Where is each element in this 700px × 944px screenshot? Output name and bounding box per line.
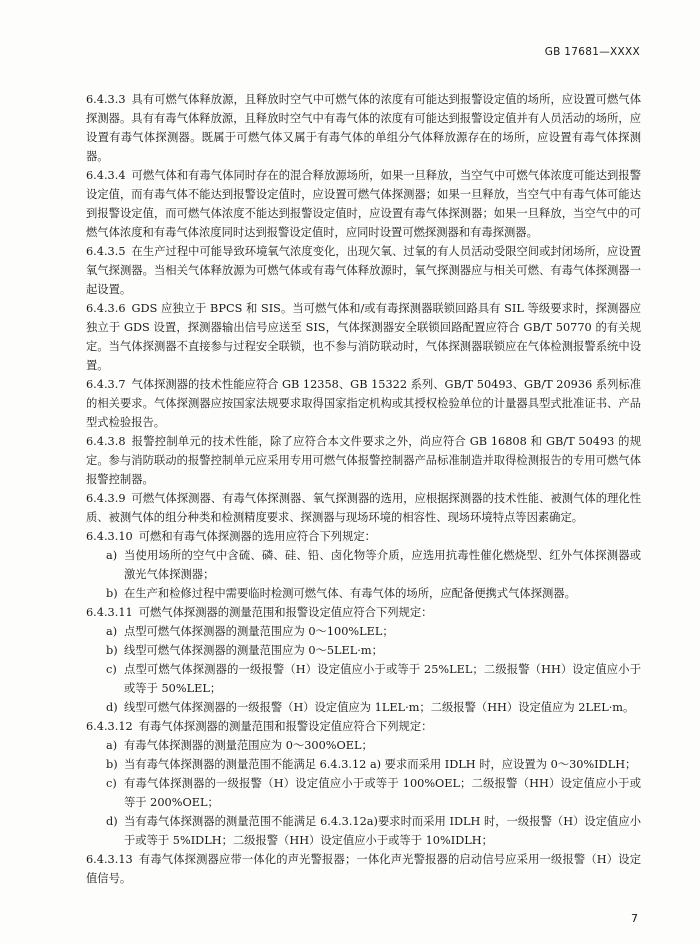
list-item-text: 当使用场所的空气中含硫、磷、硅、铅、卤化物等介质，应选用抗毒性催化燃烧型、红外气体探测器或激光气体探测器； (124, 549, 641, 581)
clause-paragraph (86, 603, 641, 622)
clause-paragraph (86, 489, 641, 527)
list-item (86, 584, 641, 603)
list-item-marker: c) (106, 663, 117, 676)
list-item (86, 736, 641, 755)
document-body (86, 90, 641, 888)
clause-number: 6.4.3.7 (86, 378, 126, 391)
clause-text: 有毒气体探测器的测量范围和报警设定值应符合下列规定： (138, 720, 433, 733)
clause-paragraph (86, 432, 641, 489)
clause-text: 可燃气体和有毒气体同时存在的混合释放源场所，如果一旦释放，当空气中可燃气体浓度可能达到报警设定值，而有毒气体不能达到报警设定值时，应设置可燃气体探测器；如果一旦释放，当空气中有毒气体可能达到报警设定值，而可燃气体浓度不能达到报警设定值时，应设置有毒气体探测器；如果一旦释放，当空气中的可燃气体浓度和有毒气体浓度同时达到报警设定值时，应同时设置可燃探测器和有毒探测器。 (86, 169, 641, 239)
clause-number: 6.4.3.8 (86, 435, 126, 448)
list-item-marker: b) (106, 758, 118, 771)
clause-paragraph (86, 375, 641, 432)
list-item (86, 622, 641, 641)
list-item (86, 774, 641, 812)
clause-paragraph (86, 527, 641, 546)
list-item (86, 641, 641, 660)
list-item (86, 698, 641, 717)
list-item-marker: b) (106, 587, 118, 600)
list-item-marker: a) (106, 739, 118, 752)
list-item-text: 点型可燃气体探测器的测量范围应为 0～100%LEL； (124, 625, 394, 638)
clause-paragraph (86, 717, 641, 736)
list-item-text: 在生产和检修过程中需要临时检测可燃气体、有毒气体的场所，应配备便携式气体探测器。 (124, 587, 576, 600)
list-item-text: 当有毒气体探测器的测量范围不能满足 6.4.3.12 a) 要求而采用 IDLH 时，应设置为 0～30%IDLH； (124, 758, 637, 771)
list-item-text: 有毒气体探测器的一级报警（H）设定值应小于或等于 100%OEL；二级报警（HH）设定值应小于或等于 200%OEL； (124, 777, 641, 809)
clause-text: 有毒气体探测器应带一体化的声光警报器；一体化声光警报器的启动信号应采用一级报警（H）设定值信号。 (86, 853, 641, 885)
clause-number: 6.4.3.3 (86, 93, 126, 106)
list-item-marker: d) (106, 701, 118, 714)
clause-paragraph (86, 242, 641, 299)
list-item-text: 有毒气体探测器的测量范围应为 0～300%OEL； (124, 739, 373, 752)
clause-text: 可燃气体探测器、有毒气体探测器、氧气探测器的选用，应根据探测器的技术性能、被测气体的理化性质、被测气体的组分种类和检测精度要求、探测器与现场环境的相容性、现场环境特点等因素确定。 (86, 492, 641, 524)
clause-text: 报警控制单元的技术性能，除了应符合本文件要求之外，尚应符合 GB 16808 和 GB/T 50493 的规定。参与消防联动的报警控制单元应采用专用可燃气体报警控制器产品标准制造并取得检测报告的专用可燃气体报警控制器。 (86, 435, 641, 486)
standard-number: GB 17681—XXXX (544, 46, 640, 58)
list-item-marker: d) (106, 815, 118, 828)
list-item-marker: a) (106, 625, 118, 638)
clause-number: 6.4.3.4 (86, 169, 126, 182)
list-item (86, 755, 641, 774)
clause-paragraph (86, 850, 641, 888)
clause-text: 可燃和有毒气体探测器的选用应符合下列规定： (138, 530, 376, 543)
list-item (86, 660, 641, 698)
clause-number: 6.4.3.6 (86, 302, 126, 315)
list-item-text: 线型可燃气体探测器的一级报警（H）设定值应为 1LEL·m；二级报警（HH）设定值应为 2LEL·m。 (124, 701, 635, 714)
clause-number: 6.4.3.11 (86, 606, 133, 619)
list-item (86, 812, 641, 850)
clause-number: 6.4.3.12 (86, 720, 133, 733)
list-item-marker: c) (106, 777, 117, 790)
clause-paragraph (86, 299, 641, 375)
clause-text: 可燃气体探测器的测量范围和报警设定值应符合下列规定： (138, 606, 433, 619)
clause-number: 6.4.3.13 (86, 853, 133, 866)
clause-text: GDS 应独立于 BPCS 和 SIS。当可燃气体和/或有毒探测器联锁回路具有 SIL 等级要求时，探测器应独立于 GDS 设置，探测器输出信号应送至 SIS，气体探测器安全联锁回路配置应符合 GB/T 50770 的有关规定。当气体探测器不直接参与过程安全联锁，也不参与消防联动时，气体探测器联锁应在气体检测报警系统中设置。 (86, 302, 641, 372)
list-item-text: 当有毒气体探测器的测量范围不能满足 6.4.3.12a)要求时而采用 IDLH 时，一级报警（H）设定值应小于或等于 5%IDLH；二级报警（HH）设定值应小于或等于 10%IDLH； (124, 815, 641, 847)
clause-paragraph (86, 90, 641, 166)
clause-text: 具有可燃气体释放源，且释放时空气中可燃气体的浓度有可能达到报警设定值的场所，应设置可燃气体探测器。具有有毒气体释放源，且释放时空气中有毒气体的浓度有可能达到报警设定值并有人员活动的场所，应设置有毒气体探测器。既属于可燃气体又属于有毒气体的单组分气体释放源存在的场所，应设置有毒气体探测器。 (86, 93, 641, 163)
list-item-marker: a) (106, 549, 118, 562)
clause-paragraph (86, 166, 641, 242)
list-item-marker: b) (106, 644, 118, 657)
page-number: 7 (631, 912, 638, 925)
header-divider (86, 63, 640, 64)
list-item-text: 点型可燃气体探测器的一级报警（H）设定值应小于或等于 25%LEL；二级报警（HH）设定值应小于或等于 50%LEL； (124, 663, 641, 695)
list-item (86, 546, 641, 584)
list-item-text: 线型可燃气体探测器的测量范围应为 0～5LEL·m； (124, 644, 383, 657)
clause-number: 6.4.3.10 (86, 530, 133, 543)
clause-number: 6.4.3.9 (86, 492, 126, 505)
clause-text: 在生产过程中可能导致环境氧气浓度变化，出现欠氧、过氧的有人员活动受限空间或封闭场所，应设置氧气探测器。当相关气体释放源为可燃气体或有毒气体释放源时，氧气探测器应与相关可燃、有毒气体探测器一起设置。 (86, 245, 641, 296)
clause-number: 6.4.3.5 (86, 245, 126, 258)
clause-text: 气体探测器的技术性能应符合 GB 12358、GB 15322 系列、GB/T 50493、GB/T 20936 系列标准的相关要求。气体探测器应按国家法规要求取得国家指定机构或其授权检验单位的计量器具型式批准证书、产品型式检验报告。 (86, 378, 641, 429)
